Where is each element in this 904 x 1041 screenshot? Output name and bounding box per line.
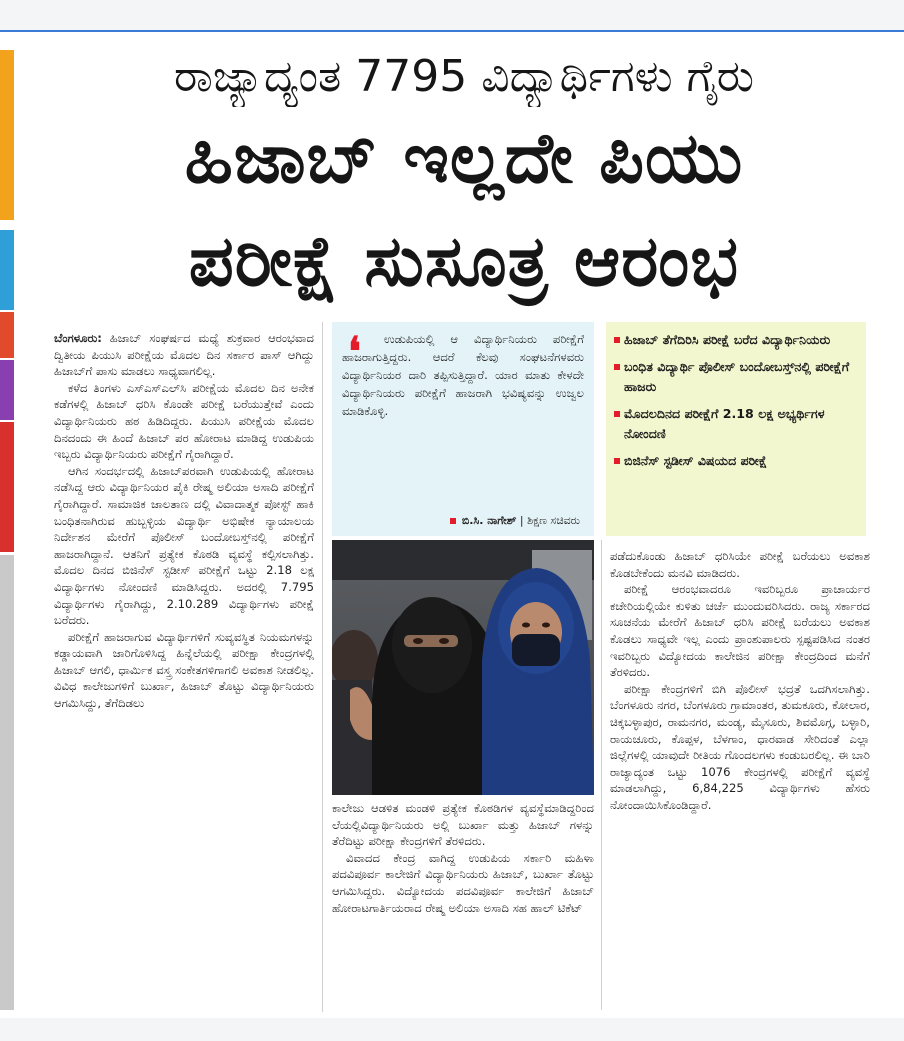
viewer-bottom-bar [0, 1018, 904, 1041]
quote-signature: ಬಿ.ಸಿ. ನಾಗೇಶ್ | ಶಿಕ್ಷಣ ಸಚಿವರು [450, 514, 580, 528]
bullet-icon [450, 518, 456, 524]
column2-paragraph-1: ಕಾಲೇಜು ಆಡಳಿತ ಮಂಡಳಿ ಪ್ರತ್ಯೇಕ ಕೊಠಡಿಗಳ ವ್ಯವಸ್ಥೆಮಾಡಿದ್ದರಿಂದ ಲೆಯಲ್ಲಿವಿದ್ಯಾರ್ಥಿನಿಯರು ಅಲ್ಲಿ ಬುರ್ಖಾ ಮತ್ತು ಹಿಜಾಬ್ ಗಳನ್ನು ತೆರೆದಿಟ್ಟು ಪರೀಕ್ಷಾ ಕೇಂದ್ರಗಳಿಗೆ ತೆರಳಿದರು. [332, 801, 594, 849]
column1-paragraph-4: ಪರೀಕ್ಷೆಗೆ ಹಾಜರಾಗುವ ವಿದ್ಯಾರ್ಥಿಗಳಿಗೆ ಸುವ್ಯವಸ್ಥಿತ ನಿಯಮಗಳನ್ನು ಕಡ್ಡಾಯವಾಗಿ ಜಾರಿಗೊಳಿಸಿದ್ದ ಹಿನ್ನೆಲೆಯಲ್ಲಿ ಪರೀಕ್ಷಾ ಕೇಂದ್ರಗಳಲ್ಲಿ ಹಿಜಾಬ್ ಆಗಲಿ, ಧಾರ್ಮಿಕ ವಸ್ತ್ರ ಸಂಕೇತಗಳಿಗಾಗಲಿ ಅವಕಾಶ ನೀಡಲಿಲ್ಲ. ವಿವಿಧ ಕಾಲೇಜುಗಳಿಗೆ ಬುರ್ಖಾ, ಹಿಜಾಬ್ ತೊಟ್ಟು ವಿದ್ಯಾರ್ಥಿನಿಯರು ಆಗಮಿಸಿದ್ದು, ತೆಗೆದಿಡಲು [54, 629, 314, 711]
headline-line-1: ಹಿಜಾಬ್ ಇಲ್ಲದೇ ಪಿಯು [184, 117, 744, 199]
column-divider [601, 540, 602, 1010]
column-divider [322, 322, 323, 1012]
highlight-item: ಮೊದಲದಿನದ ಪರೀಕ್ಷೆಗೆ 2.18 ಲಕ್ಷ ಅಭ್ಯರ್ಥಿಗಳ ನೋಂದಣಿ [614, 404, 858, 444]
quote-author: ಬಿ.ಸಿ. ನಾಗೇಶ್ [461, 514, 517, 527]
article-column-1 [54, 330, 314, 1010]
article-column-2 [332, 800, 594, 1010]
headline-kicker: ರಾಜ್ಯಾದ್ಯಂತ 7795 ವಿದ್ಯಾರ್ಥಿಗಳು ಗೈರು [174, 51, 754, 102]
dateline: ಬೆಂಗಳೂರು: [54, 331, 102, 345]
highlight-item: ಬಿಜಿನೆಸ್ ಸ್ಟಡೀಸ್ ವಿಷಯದ ಪರೀಕ್ಷೆ [614, 451, 858, 471]
adjacent-page-strip [0, 50, 14, 1010]
column1-p1-text: ಹಿಜಾಬ್ ಸಂಘರ್ಷದ ಮಧ್ಯೆ ಶುಕ್ರವಾರ ಆರಂಭವಾದ ದ್ವಿತೀಯ ಪಿಯುಸಿ ಪರೀಕ್ಷೆಯ ಮೊದಲ ದಿನ ಸರ್ಕಾರ ಪಾಸ್ ಆಗಿದ್ದು ಹಿಜಾಬ್‌ಗೆ ಪಾಸು ಮಾಡಲು ಸಾಧ್ಯವಾಗಲಿಲ್ಲ. [54, 331, 314, 379]
news-photo-students-in-hijab [332, 540, 594, 795]
highlight-item: ಬಂಧಿತ ವಿದ್ಯಾರ್ಥಿ ಪೊಲೀಸ್ ಬಂದೋಬಸ್ತ್‌ನಲ್ಲಿ ಪರೀಕ್ಷೆಗೆ ಹಾಜರು [614, 357, 858, 397]
viewer-top-bar [0, 0, 904, 32]
highlight-item: ಹಿಜಾಬ್ ತೆಗೆದಿರಿಸಿ ಪರೀಕ್ಷೆ ಬರೆದ ವಿದ್ಯಾರ್ಥಿನಿಯರು [614, 330, 858, 350]
highlights-box [606, 322, 866, 536]
column3-paragraph-2: ಪರೀಕ್ಷೆ ಆರಂಭವಾದರೂ ಇವರಿಬ್ಬರೂ ಪ್ರಾಚಾರ್ಯರ ಕಚೇರಿಯಲ್ಲಿಯೇ ಕುಳಿತು ಚರ್ಚೆ ಮುಂದುವರಿಸಿದರು. ರಾಜ್ಯ ಸರ್ಕಾರದ ಸೂಚನೆಯ ಮೇರೆಗೆ ಹಿಜಾಬ್ ಧರಿಸಿ ಪರೀಕ್ಷೆ ಬರೆಯಲು ಅವಕಾಶ ಕೊಡಲು ಸಾಧ್ಯವೇ ಇಲ್ಲ ಎಂದು ಪ್ರಾಂಶುಪಾಲರು ಸ್ಪಷ್ಟಪಡಿಸಿದ ನಂತರ ಇವರಿಬ್ಬರು ವಿದ್ಯೋದಯ ಕಾಲೇಜಿನ ಪರೀಕ್ಷಾ ಕೇಂದ್ರದಿಂದ ಮನೆಗೆ ತೆರಳಿದರು. [610, 582, 870, 680]
minister-quote-box [332, 322, 594, 536]
column1-paragraph-2: ಕಳೆದ ತಿಂಗಳು ಎಸ್‌ಎಸ್‌ಎಲ್‌ಸಿ ಪರೀಕ್ಷೆಯ ಮೊದಲ ದಿನ ಅನೇಕ ಕಡೆಗಳಲ್ಲಿ ಹಿಜಾಬ್ ಧರಿಸಿ ಕೊಂಡೇ ಪರೀಕ್ಷೆ ಬರೆಯುತ್ತೇವೆ ಎಂದು ವಿದ್ಯಾರ್ಥಿನಿಯರು ಹಠ ಹಿಡಿದಿದ್ದರು. ಪಿಯುಸಿ ಪರೀಕ್ಷೆಯ ಮೊದಲ ದಿನದಂದು ಈ ಹಿಂದೆ ಹಿಜಾಬ್ ಪರ ಹೋರಾಟ ಮಾಡಿದ್ದ ಉಡುಪಿಯ ಇಬ್ಬರು ವಿದ್ಯಾರ್ಥಿನಿಯರು ಪರೀಕ್ಷೆಗೆ ಗೈರಾಗಿದ್ದಾರೆ. [54, 380, 314, 462]
column3-paragraph-1: ಪಡೆದುಕೊಂಡು ಹಿಜಾಬ್ ಧರಿಸಿಯೇ ಪರೀಕ್ಷೆ ಬರೆಯಲು ಅವಕಾಶ ಕೊಡಬೇಕೆಂದು ಮನವಿ ಮಾಡಿದರು. [610, 549, 870, 580]
headline-line-2: ಪರೀಕ್ಷೆ ಸುಸೂತ್ರ ಆರಂಭ [188, 220, 740, 302]
quote-text: ಉಡುಪಿಯಲ್ಲಿ ಆ ವಿದ್ಯಾರ್ಥಿನಿಯರು ಪರೀಕ್ಷೆಗೆ ಹಾಜರಾಗುತ್ತಿದ್ದರು. ಆದರೆ ಕೆಲವು ಸಂಘಟನೆಗಳವರು ವಿದ್ಯಾರ್ಥಿನಿಯರ ದಾರಿ ತಪ್ಪಿಸುತ್ತಿದ್ದಾರೆ. ಯಾರ ಮಾತು ಕೇಳದೇ ವಿದ್ಯಾರ್ಥಿನಿಯರು ಪರೀಕ್ಷೆಗೆ ಹಾಜರಾಗಿ ಭವಿಷ್ಯವನ್ನು ಉಜ್ವಲ ಮಾಡಿಕೊಳ್ಳಿ. [342, 332, 584, 418]
quote-mark-icon: ❛ [348, 328, 361, 375]
column3-paragraph-3: ಪರೀಕ್ಷಾ ಕೇಂದ್ರಗಳಿಗೆ ಬಿಗಿ ಪೊಲೀಸ್ ಭದ್ರತೆ ಒದಗಿಸಲಾಗಿತ್ತು. ಬೆಂಗಳೂರು ನಗರ, ಬೆಂಗಳೂರು ಗ್ರಾಮಾಂತರ, ತುಮಕೂರು, ಕೋಲಾರ, ಚಿಕ್ಕಬಳ್ಳಾಪುರ, ರಾಮನಗರ, ಮಂಡ್ಯ, ಮೈಸೂರು, ಶಿವಮೊಗ್ಗ, ಬಳ್ಳಾರಿ, ರಾಯಚೂರು, ಕೊಪ್ಪಳ, ಬೆಳಗಾಂ, ಧಾರವಾಡ ಸೇರಿದಂತೆ ಎಲ್ಲಾ ಜಿಲ್ಲೆಗಳಲ್ಲಿ ಯಾವುದೇ ರೀತಿಯ ಗೊಂದಲಗಳು ಕಂಡುಬರಲಿಲ್ಲ. ಈ ಬಾರಿ ರಾಜ್ಯಾದ್ಯಂತ ಒಟ್ಟು 1076 ಕೇಂದ್ರಗಳಲ್ಲಿ ಪರೀಕ್ಷೆಗೆ ವ್ಯವಸ್ಥೆ ಮಾಡಲಾಗಿದ್ದು, 6,84,225 ವಿದ್ಯಾರ್ಥಿಗಳು ಹೆಸರು ನೋಂದಾಯಿಸಿಕೊಂಡಿದ್ದಾರೆ. [610, 681, 870, 812]
quote-designation: ಶಿಕ್ಷಣ ಸಚಿವರು [527, 514, 580, 527]
column1-paragraph-3: ಆಗಿನ ಸಂದರ್ಭದಲ್ಲಿ ಹಿಜಾಬ್‌ಪರವಾಗಿ ಉಡುಪಿಯಲ್ಲಿ ಹೋರಾಟ ನಡೆಸಿದ್ದ ಆರು ವಿದ್ಯಾರ್ಥಿನಿಯರ ಪೈಕಿ ರೇಷ್ಮ ಅಲಿಯಾ ಅಸಾದಿ ಪರೀಕ್ಷೆಗೆ ಗೈರಾಗಿದ್ದಾರೆ. ಸಾಮಾಜಿಕ ಜಾಲತಾಣ ದಲ್ಲಿ ವಿವಾದಾತ್ಮಕ ಪೋಸ್ಟ್ ಹಾಕಿ ಬಂಧಿತನಾಗಿರುವ ಹುಬ್ಬಳ್ಳಿಯ ವಿದ್ಯಾರ್ಥಿ ಅಭಿಷೇಕ ನ್ಯಾಯಾಲಯ ನಿರ್ದೇಶನ ಮೇರೆಗೆ ಪೊಲೀಸ್ ಬಂದೋಬಸ್ತ್‌ನಲ್ಲಿ ಪರೀಕ್ಷೆಗೆ ಹಾಜರಾಗಿದ್ದಾನೆ. ಆತನಿಗೆ ಪ್ರತ್ಯೇಕ ಕೊಠಡಿ ವ್ಯವಸ್ಥೆ ಕಲ್ಪಿಸಲಾಗಿತ್ತು. ಮೊದಲ ದಿನದ ಬಿಜಿನೆಸ್ ಸ್ಟಡೀಸ್ ಪರೀಕ್ಷೆಗೆ ಒಟ್ಟು 2.18 ಲಕ್ಷ ವಿದ್ಯಾರ್ಥಿಗಳು ನೋಂದಣಿ ಮಾಡಿಸಿದ್ದರು. ಅದರಲ್ಲಿ 7.795 ವಿದ್ಯಾರ್ಥಿಗಳು ಗೈರಾಗಿದ್ದು, 2.10.289 ವಿದ್ಯಾರ್ಥಿಗಳು ಪರೀಕ್ಷೆ ಬರೆದರು. [54, 463, 314, 628]
column2-paragraph-2: ವಿವಾದದ ಕೇಂದ್ರ ವಾಗಿದ್ದ ಉಡುಪಿಯ ಸರ್ಕಾರಿ ಮಹಿಳಾ ಪದವಿಪೂರ್ವ ಕಾಲೇಜಿಗೆ ವಿದ್ಯಾರ್ಥಿನಿಯರು ಹಿಜಾಬ್, ಬುರ್ಖಾ ತೊಟ್ಟು ಆಗಮಿಸಿದ್ದರು. ವಿದ್ಯೋದಯ ಪದವಿಪೂರ್ವ ಕಾಲೇಜಿಗೆ ಹಿಜಾಬ್ ಹೋರಾಟಗಾರ್ತಿಯರಾದ ರೇಷ್ಮ ಅಲಿಯಾ ಅಸಾದಿ ಸಹ ಹಾಲ್ ಟಿಕೆಟ್ [332, 850, 594, 915]
article-column-3 [610, 548, 870, 1010]
column1-paragraph-1 [54, 330, 314, 380]
